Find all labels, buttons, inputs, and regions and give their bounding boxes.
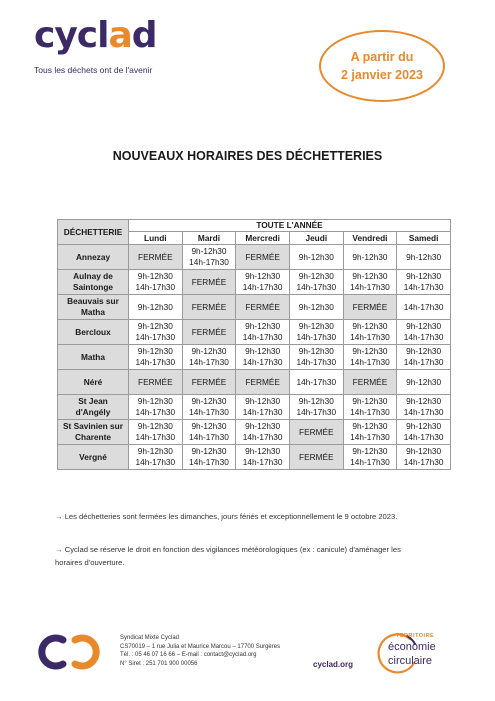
hours-line: FERMÉE [352, 376, 388, 387]
hours-line: 9h-12h30 [298, 346, 334, 356]
hours-cell-lundi [129, 270, 183, 295]
hours-cell-samedi [397, 320, 451, 345]
hours-line: 14h-17h30 [135, 357, 176, 368]
hours-line: 14h-17h30 [350, 357, 390, 368]
hours-cell-vendredi [343, 370, 397, 395]
site-name-line: St Jean [78, 396, 108, 406]
hours-line: 14h-17h30 [242, 332, 283, 343]
hours-line: 9h-12h30 [352, 396, 388, 406]
hours-cell-mardi [182, 320, 236, 345]
hours-cell-vendredi [343, 320, 397, 345]
territory-economie: économie [388, 641, 436, 653]
site-name-cell [58, 395, 129, 420]
hours-cell-mardi [182, 395, 236, 420]
footer-address-block [120, 634, 280, 669]
hours-cell-lundi [129, 245, 183, 270]
territory-logo [374, 628, 466, 680]
schedule-table [57, 219, 451, 470]
hours-line: 14h-17h30 [242, 407, 283, 418]
hours-line: FERMÉE [245, 251, 280, 262]
site-name-cell [58, 245, 129, 270]
hours-cell-samedi [397, 445, 451, 470]
hours-line: 14h-17h30 [350, 332, 390, 343]
hours-line: FERMÉE [138, 251, 173, 262]
hours-line: 14h-17h30 [135, 457, 176, 468]
footer-org-name: Syndicat Mixte Cyclad [120, 635, 180, 641]
badge-line-2: 2 janvier 2023 [340, 68, 423, 82]
day-header-mercredi: Mercredi [236, 232, 290, 245]
hours-cell-vendredi [343, 295, 397, 320]
hours-line: 9h-12h30 [406, 421, 442, 431]
note-weather-line-2: horaires d'ouverture. [55, 557, 125, 567]
table-row [58, 445, 451, 470]
hours-line: 9h-12h30 [137, 271, 173, 281]
footer-siret: N° Siret : 251 701 900 00056 [120, 661, 198, 668]
hours-line: 14h-17h30 [296, 407, 337, 418]
hours-line: 9h-12h30 [191, 346, 227, 356]
hours-line: 14h-17h30 [189, 257, 229, 268]
hours-line: FERMÉE [138, 376, 173, 387]
site-name-line: Néré [83, 376, 103, 387]
hours-cell-vendredi [343, 420, 397, 445]
territory-label: TERRITOIRE [396, 633, 435, 639]
site-name-line: Matha [81, 307, 105, 318]
hours-cell-mercredi [236, 445, 290, 470]
hours-line: 14h-17h30 [350, 282, 390, 293]
hours-line: 9h-12h30 [245, 396, 281, 406]
note-weather-line-1: → Cyclad se réserve le droit en fonction des vigilances météorologiques (ex : canicule) d'aménager les [55, 545, 401, 554]
hours-line: 9h-12h30 [352, 446, 388, 456]
table-row [58, 395, 451, 420]
hours-line: 14h-17h30 [242, 357, 283, 368]
site-name-cell [58, 420, 129, 445]
hours-line: 9h-12h30 [137, 396, 173, 406]
hours-line: FERMÉE [245, 301, 280, 312]
hours-cell-lundi [129, 395, 183, 420]
hours-cell-samedi [397, 370, 451, 395]
hours-line: 9h-12h30 [298, 251, 334, 262]
hours-line: 14h-17h30 [135, 407, 176, 418]
hours-line: 14h-17h30 [350, 457, 390, 468]
hours-line: 9h-12h30 [137, 421, 173, 431]
hours-line: 9h-12h30 [191, 246, 227, 256]
hours-line: 14h-17h30 [403, 457, 444, 468]
hours-line: 9h-12h30 [298, 396, 334, 406]
day-header-mardi: Mardi [182, 232, 236, 245]
site-name-line: Saintonge [72, 282, 114, 293]
hours-cell-lundi [129, 320, 183, 345]
hours-line: FERMÉE [191, 376, 227, 387]
hours-line: 14h-17h30 [135, 432, 176, 443]
hours-line: 14h-17h30 [189, 457, 229, 468]
hours-cell-mercredi [236, 420, 290, 445]
hours-line: 9h-12h30 [191, 421, 227, 431]
hours-line: FERMÉE [299, 451, 334, 462]
site-name-line: Vergné [79, 451, 107, 462]
hours-line: 14h-17h30 [189, 407, 229, 418]
hours-line: 14h-17h30 [403, 332, 444, 343]
hours-line: 9h-12h30 [352, 421, 388, 431]
site-name-cell [58, 345, 129, 370]
hours-line: 9h-12h30 [406, 321, 442, 331]
hours-line: FERMÉE [191, 276, 227, 287]
note-closures: → Les déchetteries sont fermées les dimanches, jours fériés et exceptionnellement le 9 octobre 2023. [55, 512, 398, 521]
hours-cell-vendredi [343, 445, 397, 470]
hours-cell-jeudi [289, 295, 343, 320]
day-header-vendredi: Vendredi [343, 232, 397, 245]
badge-line-1: A partir du [350, 49, 414, 64]
hours-cell-samedi [397, 420, 451, 445]
hours-cell-jeudi [289, 395, 343, 420]
hours-line: 9h-12h30 [137, 321, 173, 331]
hours-line: 14h-17h30 [350, 407, 390, 418]
site-name-line: St Savinien sur [63, 421, 123, 431]
schedule-body [58, 245, 451, 470]
site-name-line: Matha [81, 351, 105, 362]
hours-cell-mardi [182, 295, 236, 320]
hours-line: 14h-17h30 [135, 282, 176, 293]
site-name-cell [58, 320, 129, 345]
hours-line: 14h-17h30 [403, 432, 444, 443]
table-row [58, 420, 451, 445]
hours-cell-mercredi [236, 345, 290, 370]
footer-address: CS70019 – 1 rue Julia et Maurice Marcou – 17700 Surgères [120, 643, 281, 650]
hours-line: 9h-12h30 [137, 446, 173, 456]
hours-cell-vendredi [343, 270, 397, 295]
cyclad-logo: cyclad [34, 15, 157, 56]
hours-line: 9h-12h30 [245, 446, 281, 456]
hours-cell-vendredi [343, 245, 397, 270]
table-row [58, 245, 451, 270]
hours-line: 9h-12h30 [352, 271, 388, 281]
hours-line: FERMÉE [299, 426, 334, 437]
hours-cell-mercredi [236, 270, 290, 295]
hours-cell-mercredi [236, 395, 290, 420]
hours-cell-lundi [129, 345, 183, 370]
hours-cell-mardi [182, 245, 236, 270]
hours-line: 9h-12h30 [298, 301, 334, 312]
hours-line: 14h-17h30 [350, 432, 390, 443]
hours-cell-mercredi [236, 370, 290, 395]
site-name-line: Beauvais sur [67, 296, 119, 306]
note-weather [55, 544, 401, 570]
hours-line: 14h-17h30 [242, 432, 283, 443]
hours-line: 14h-17h30 [296, 332, 337, 343]
hours-line: 9h-12h30 [137, 301, 173, 312]
hours-cell-samedi [397, 270, 451, 295]
hours-line: 9h-12h30 [298, 271, 334, 281]
hours-line: 9h-12h30 [191, 446, 227, 456]
site-name-line: Annezay [75, 251, 111, 262]
hours-line: FERMÉE [191, 301, 227, 312]
table-row [58, 370, 451, 395]
site-column-header: DÉCHETTERIE [58, 220, 129, 245]
site-name-cell [58, 445, 129, 470]
hours-line: 14h-17h30 [296, 357, 337, 368]
hours-line: 14h-17h30 [189, 357, 229, 368]
site-name-cell [58, 270, 129, 295]
hours-line: 14h-17h30 [242, 457, 283, 468]
hours-line: 14h-17h30 [403, 301, 444, 312]
hours-line: FERMÉE [191, 326, 227, 337]
site-name-cell [58, 370, 129, 395]
hours-line: 14h-17h30 [135, 332, 176, 343]
hours-cell-mardi [182, 420, 236, 445]
hours-line: 9h-12h30 [245, 271, 281, 281]
hours-cell-mardi [182, 445, 236, 470]
hours-line: 14h-17h30 [403, 357, 444, 368]
hours-cell-lundi [129, 295, 183, 320]
day-header-samedi: Samedi [397, 232, 451, 245]
hours-cell-mercredi [236, 245, 290, 270]
hours-line: 9h-12h30 [245, 321, 281, 331]
table-row [58, 270, 451, 295]
hours-line: 14h-17h30 [403, 282, 444, 293]
hours-cell-jeudi [289, 445, 343, 470]
hours-cell-vendredi [343, 345, 397, 370]
hours-line: 14h-17h30 [296, 282, 337, 293]
day-header-lundi: Lundi [129, 232, 183, 245]
hours-line: 14h-17h30 [189, 432, 229, 443]
hours-cell-jeudi [289, 320, 343, 345]
hours-cell-lundi [129, 445, 183, 470]
day-header-jeudi: Jeudi [289, 232, 343, 245]
hours-line: 9h-12h30 [191, 396, 227, 406]
hours-cell-vendredi [343, 395, 397, 420]
hours-line: 9h-12h30 [352, 321, 388, 331]
table-row [58, 295, 451, 320]
hours-cell-samedi [397, 395, 451, 420]
hours-line: 9h-12h30 [406, 271, 442, 281]
hours-cell-mercredi [236, 295, 290, 320]
hours-cell-samedi [397, 345, 451, 370]
cyclad-symbol-icon [33, 632, 105, 672]
hours-cell-mercredi [236, 320, 290, 345]
hours-cell-mardi [182, 370, 236, 395]
hours-cell-mardi [182, 345, 236, 370]
hours-line: 9h-12h30 [406, 446, 442, 456]
hours-line: 9h-12h30 [298, 321, 334, 331]
site-name-line: Aulnay de [73, 271, 113, 281]
footer-website-link[interactable]: cyclad.org [313, 660, 354, 669]
hours-cell-mardi [182, 270, 236, 295]
hours-line: 9h-12h30 [352, 346, 388, 356]
hours-line: 9h-12h30 [406, 396, 442, 406]
site-name-line: Bercloux [75, 326, 111, 337]
table-row [58, 320, 451, 345]
hours-cell-jeudi [289, 420, 343, 445]
hours-line: 9h-12h30 [352, 251, 388, 262]
hours-line: 9h-12h30 [406, 376, 442, 387]
hours-line: FERMÉE [352, 301, 388, 312]
hours-line: 9h-12h30 [406, 346, 442, 356]
site-name-line: Charente [75, 432, 111, 443]
hours-cell-jeudi [289, 245, 343, 270]
period-header: TOUTE L'ANNÉE [129, 220, 451, 232]
hours-line: 14h-17h30 [296, 376, 337, 387]
territory-circulaire: circulaire [388, 655, 433, 667]
hours-line: 9h-12h30 [137, 346, 173, 356]
hours-line: 9h-12h30 [245, 421, 281, 431]
hours-cell-jeudi [289, 370, 343, 395]
hours-line: 14h-17h30 [403, 407, 444, 418]
start-date-badge [319, 30, 445, 102]
hours-cell-lundi [129, 420, 183, 445]
hours-line: FERMÉE [245, 376, 280, 387]
page-title: NOUVEAUX HORAIRES DES DÉCHETTERIES [112, 149, 383, 163]
hours-cell-jeudi [289, 345, 343, 370]
site-name-line: d'Angély [75, 407, 111, 418]
site-name-cell [58, 295, 129, 320]
tagline: Tous les déchets ont de l'avenir [34, 65, 153, 75]
hours-cell-samedi [397, 295, 451, 320]
hours-cell-lundi [129, 370, 183, 395]
hours-line: 14h-17h30 [242, 282, 283, 293]
hours-cell-jeudi [289, 270, 343, 295]
hours-line: 9h-12h30 [406, 251, 442, 262]
hours-cell-samedi [397, 245, 451, 270]
footer-contact: Tél. : 05 46 07 16 66 – E-mail : contact@cyclad.org [120, 652, 257, 659]
hours-line: 9h-12h30 [245, 346, 281, 356]
table-row [58, 345, 451, 370]
